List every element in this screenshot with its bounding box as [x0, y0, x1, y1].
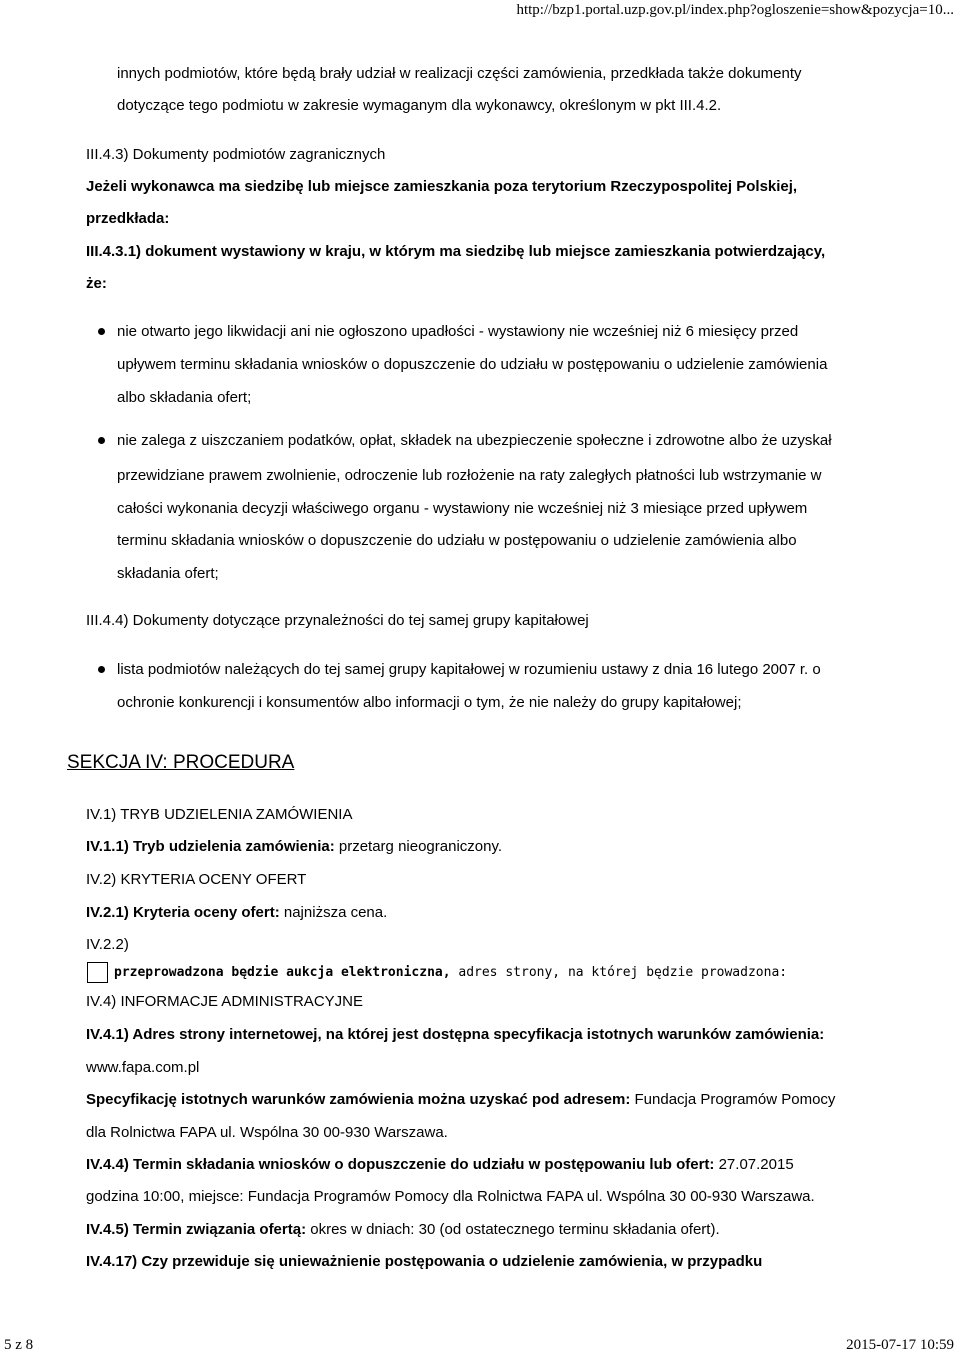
bullet-2-line-1: nie zalega z uiszczaniem podatków, opłat, składek na ubezpieczenie społeczne i zdrowotne albo że uzyskał	[117, 432, 832, 449]
subsection-iii-4-3-1-line-2: że:	[86, 275, 107, 292]
subsection-iii-4-3-1-line-1: III.4.3.1) dokument wystawiony w kraju, w którym ma siedzibę lub miejsce zamieszkania potwierdzający,	[86, 243, 826, 260]
bullet-1-line-2: upływem terminu składania wniosków o dopuszczenie do udziału w postępowaniu o udzielenie zamówienia	[117, 356, 828, 373]
iv-4-4-row	[86, 1149, 794, 1181]
iv-4-17-question: IV.4.17) Czy przewiduje się unieważnienie postępowania o udzielenie zamówienia, w przypadku	[86, 1253, 763, 1270]
spec-label: Specyfikację istotnych warunków zamówienia można uzyskać pod adresem:	[86, 1091, 631, 1108]
iv-4-4-value-2: godzina 10:00, miejsce: Fundacja Programów Pomocy dla Rolnictwa FAPA ul. Wspólna 30 00-930 Warszawa.	[86, 1188, 815, 1205]
bullet-icon	[98, 437, 105, 444]
iv-1-1-value: przetarg nieograniczony.	[334, 838, 503, 855]
foreign-lead-line-1: Jeżeli wykonawca ma siedzibę lub miejsce zamieszkania poza terytorium Rzeczypospolitej Polskiej,	[86, 178, 798, 195]
iv-4-1-label: IV.4.1) Adres strony internetowej, na której jest dostępna specyfikacja istotnych warunków zamówienia:	[86, 1026, 825, 1043]
iv-2-1-row	[86, 897, 387, 929]
iv-1-1-row	[86, 831, 502, 863]
spec-value-2: dla Rolnictwa FAPA ul. Wspólna 30 00-930 Warszawa.	[86, 1124, 448, 1141]
auction-checkbox[interactable]	[87, 962, 108, 983]
auction-value: adres strony, na której będzie prowadzona:	[450, 965, 788, 980]
iv-4-4-value-1: 27.07.2015	[714, 1156, 794, 1173]
iv-4-5-row	[86, 1214, 720, 1246]
bullet-3-line-2: ochronie konkurencji i konsumentów albo informacji o tym, że nie należy do grupy kapitałowej;	[117, 694, 742, 711]
iv-1-1-label: IV.1.1) Tryb udzielenia zamówienia:	[86, 838, 335, 855]
intro-line-1: innych podmiotów, które będą brały udział w realizacji części zamówienia, przedkłada także dokumenty	[117, 65, 802, 82]
section-heading-iii-4-4: III.4.4) Dokumenty dotyczące przynależności do tej samej grupy kapitałowej	[86, 612, 589, 629]
print-footer-datetime: 2015-07-17 10:59	[846, 1337, 954, 1353]
iv-4-1-value: www.fapa.com.pl	[86, 1059, 200, 1076]
print-header-url: http://bzp1.portal.uzp.gov.pl/index.php?ogloszenie=show&pozycja=10...	[516, 2, 954, 18]
auction-row	[114, 957, 787, 989]
bullet-1-line-3: albo składania ofert;	[117, 389, 252, 406]
bullet-1-line-1: nie otwarto jego likwidacji ani nie ogłoszono upadłości - wystawiony nie wcześniej niż 6 miesięcy przed	[117, 323, 799, 340]
bullet-icon	[98, 666, 105, 673]
bullet-icon	[98, 328, 105, 335]
section-heading-iii-4-3: III.4.3) Dokumenty podmiotów zagranicznych	[86, 146, 386, 163]
auction-label: przeprowadzona będzie aukcja elektroniczna,	[114, 965, 451, 980]
spec-row-line-1	[86, 1084, 835, 1116]
iv-4-heading: IV.4) INFORMACJE ADMINISTRACYJNE	[86, 993, 363, 1010]
iv-2-2-heading: IV.2.2)	[86, 936, 129, 953]
spec-value-1: Fundacja Programów Pomocy	[630, 1091, 836, 1108]
foreign-lead-line-2: przedkłada:	[86, 210, 170, 227]
iv-1-heading: IV.1) TRYB UDZIELENIA ZAMÓWIENIA	[86, 806, 353, 823]
iv-4-5-value: okres w dniach: 30 (od ostatecznego terminu składania ofert).	[306, 1221, 720, 1238]
bullet-2-line-3: całości wykonania decyzji właściwego organu - wystawiony nie wcześniej niż 3 miesiące przed upływem	[117, 500, 808, 517]
print-footer-page: 5 z 8	[4, 1337, 34, 1353]
bullet-3-line-1: lista podmiotów należących do tej samej grupy kapitałowej w rozumieniu ustawy z dnia 16 lutego 2007 r. o	[117, 661, 821, 678]
intro-line-2: dotyczące tego podmiotu w zakresie wymaganym dla wykonawcy, określonym w pkt III.4.2.	[117, 97, 722, 114]
section-title-iv: SEKCJA IV: PROCEDURA	[67, 752, 295, 773]
bullet-2-line-5: składania ofert;	[117, 565, 219, 582]
bullet-2-line-4: terminu składania wniosków o dopuszczenie do udziału w postępowaniu o udzielenie zamówienia albo	[117, 532, 797, 549]
iv-2-heading: IV.2) KRYTERIA OCENY OFERT	[86, 871, 307, 888]
iv-2-1-label: IV.2.1) Kryteria oceny ofert:	[86, 904, 280, 921]
iv-4-5-label: IV.4.5) Termin związania ofertą:	[86, 1221, 307, 1238]
bullet-2-line-2: przewidziane prawem zwolnienie, odroczenie lub rozłożenie na raty zaległych płatności lub wstrzymanie w	[117, 467, 822, 484]
iv-2-1-value: najniższa cena.	[279, 904, 388, 921]
iv-4-4-label: IV.4.4) Termin składania wniosków o dopuszczenie do udziału w postępowaniu lub ofert:	[86, 1156, 715, 1173]
